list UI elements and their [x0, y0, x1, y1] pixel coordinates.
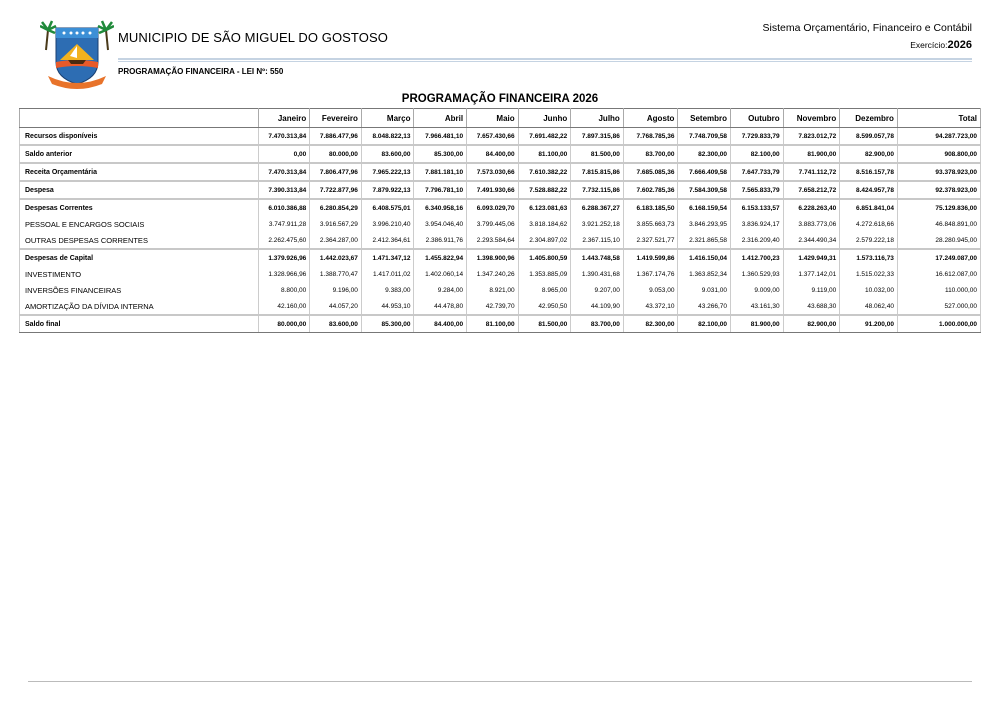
month-value-cell: 6.010.386,88: [258, 199, 310, 216]
month-value-cell: 7.897.315,86: [571, 128, 624, 146]
month-value-cell: 44.953,10: [361, 298, 414, 315]
month-value-cell: 7.768.785,36: [623, 128, 678, 146]
month-value-cell: 2.412.364,61: [361, 232, 414, 249]
row-total-cell: 16.612.087,00: [897, 266, 980, 282]
month-value-cell: 81.500,00: [571, 145, 624, 163]
month-value-cell: 1.419.599,86: [623, 249, 678, 266]
month-value-cell: 7.879.922,13: [361, 181, 414, 199]
month-value-cell: 1.412.700,23: [731, 249, 784, 266]
table-row: [20, 249, 981, 266]
table-row: [20, 163, 981, 181]
month-value-cell: 82.100,00: [678, 315, 731, 333]
month-value-cell: 1.515.022,33: [840, 266, 898, 282]
month-value-cell: 82.100,00: [731, 145, 784, 163]
month-value-cell: 81.500,00: [518, 315, 571, 333]
column-header-label: [20, 109, 259, 128]
row-total-cell: 46.848.891,00: [897, 216, 980, 232]
table-row: [20, 145, 981, 163]
exercise-label: Exercício:: [910, 40, 948, 50]
month-value-cell: 9.196,00: [310, 282, 362, 298]
table-row: [20, 128, 981, 146]
month-value-cell: 4.272.618,66: [840, 216, 898, 232]
header-divider-thin: [118, 61, 972, 62]
table-row: [20, 181, 981, 199]
month-value-cell: 83.600,00: [361, 145, 414, 163]
month-value-cell: 6.340.958,16: [414, 199, 467, 216]
month-value-cell: 2.321.865,58: [678, 232, 731, 249]
month-value-cell: 2.364.287,00: [310, 232, 362, 249]
month-value-cell: 7.658.212,72: [783, 181, 840, 199]
row-total-cell: 908.800,00: [897, 145, 980, 163]
exercise-year-value: 2026: [947, 39, 972, 51]
month-value-cell: 2.579.222,18: [840, 232, 898, 249]
month-value-cell: 7.806.477,96: [310, 163, 362, 181]
month-value-cell: 42.950,50: [518, 298, 571, 315]
column-header: Setembro: [678, 109, 731, 128]
month-value-cell: 84.400,00: [414, 315, 467, 333]
table-row: [20, 266, 981, 282]
municipality-name: MUNICIPIO DE SÃO MIGUEL DO GOSTOSO: [118, 30, 388, 45]
table-row: [20, 232, 981, 249]
column-header: Maio: [467, 109, 519, 128]
month-value-cell: 1.379.926,96: [258, 249, 310, 266]
row-label: INVERSÕES FINANCEIRAS: [20, 282, 259, 298]
column-header: Março: [361, 109, 414, 128]
month-value-cell: 7.685.085,36: [623, 163, 678, 181]
municipal-coat-of-arms-logo: [40, 20, 114, 90]
month-value-cell: 7.565.833,79: [731, 181, 784, 199]
month-value-cell: 7.732.115,86: [571, 181, 624, 199]
month-value-cell: 9.009,00: [731, 282, 784, 298]
month-value-cell: 44.109,90: [571, 298, 624, 315]
column-header: Fevereiro: [310, 109, 362, 128]
month-value-cell: 7.815.815,86: [571, 163, 624, 181]
month-value-cell: 1.353.885,09: [518, 266, 571, 282]
row-label: AMORTIZAÇÃO DA DÍVIDA INTERNA: [20, 298, 259, 315]
month-value-cell: 6.168.159,54: [678, 199, 731, 216]
month-value-cell: 3.855.663,73: [623, 216, 678, 232]
row-label: Despesas Correntes: [20, 199, 259, 216]
table-row: [20, 315, 981, 333]
row-label: OUTRAS DESPESAS CORRENTES: [20, 232, 259, 249]
row-total-cell: 110.000,00: [897, 282, 980, 298]
month-value-cell: 1.367.174,76: [623, 266, 678, 282]
month-value-cell: 7.729.833,79: [731, 128, 784, 146]
row-total-cell: 17.249.087,00: [897, 249, 980, 266]
row-label: Receita Orçamentária: [20, 163, 259, 181]
month-value-cell: 44.057,20: [310, 298, 362, 315]
month-value-cell: 1.390.431,68: [571, 266, 624, 282]
month-value-cell: 3.916.567,29: [310, 216, 362, 232]
month-value-cell: 1.347.240,26: [467, 266, 519, 282]
month-value-cell: 7.722.877,96: [310, 181, 362, 199]
row-label: Despesas de Capital: [20, 249, 259, 266]
month-value-cell: 8.599.057,78: [840, 128, 898, 146]
month-value-cell: 7.657.430,66: [467, 128, 519, 146]
month-value-cell: 1.443.748,58: [571, 249, 624, 266]
month-value-cell: 7.886.477,96: [310, 128, 362, 146]
month-value-cell: 43.372,10: [623, 298, 678, 315]
month-value-cell: 2.293.584,64: [467, 232, 519, 249]
row-total-cell: 94.287.723,00: [897, 128, 980, 146]
column-header: Dezembro: [840, 109, 898, 128]
month-value-cell: 7.528.882,22: [518, 181, 571, 199]
system-name: Sistema Orçamentário, Financeiro e Contábil: [762, 22, 972, 34]
month-value-cell: 3.799.445,06: [467, 216, 519, 232]
row-total-cell: 75.129.836,00: [897, 199, 980, 216]
month-value-cell: 2.386.911,76: [414, 232, 467, 249]
month-value-cell: 81.900,00: [783, 145, 840, 163]
month-value-cell: 3.996.210,40: [361, 216, 414, 232]
month-value-cell: 6.288.367,27: [571, 199, 624, 216]
month-value-cell: 6.123.081,63: [518, 199, 571, 216]
column-header: Outubro: [731, 109, 784, 128]
month-value-cell: 83.700,00: [571, 315, 624, 333]
month-value-cell: 7.602.785,36: [623, 181, 678, 199]
table-header-row: [20, 109, 981, 128]
month-value-cell: 8.048.822,13: [361, 128, 414, 146]
month-value-cell: 3.747.911,28: [258, 216, 310, 232]
month-value-cell: 9.383,00: [361, 282, 414, 298]
month-value-cell: 7.470.313,84: [258, 128, 310, 146]
month-value-cell: 80.000,00: [258, 315, 310, 333]
exercise-year: [910, 39, 972, 51]
row-label: Despesa: [20, 181, 259, 199]
month-value-cell: 7.491.930,66: [467, 181, 519, 199]
month-value-cell: 82.300,00: [623, 315, 678, 333]
month-value-cell: 1.429.949,31: [783, 249, 840, 266]
month-value-cell: 8.516.157,78: [840, 163, 898, 181]
table-row: [20, 199, 981, 216]
financial-programming-table: [19, 108, 981, 333]
row-label: Saldo final: [20, 315, 259, 333]
row-label: Saldo anterior: [20, 145, 259, 163]
month-value-cell: 7.965.222,13: [361, 163, 414, 181]
month-value-cell: 83.600,00: [310, 315, 362, 333]
footer-divider: [28, 681, 972, 682]
month-value-cell: 1.388.770,47: [310, 266, 362, 282]
month-value-cell: 7.748.709,58: [678, 128, 731, 146]
month-value-cell: 1.402.060,14: [414, 266, 467, 282]
month-value-cell: 7.470.313,84: [258, 163, 310, 181]
month-value-cell: 6.183.185,50: [623, 199, 678, 216]
month-value-cell: 7.881.181,10: [414, 163, 467, 181]
month-value-cell: 8.921,00: [467, 282, 519, 298]
column-header: Janeiro: [258, 109, 310, 128]
row-total-cell: 527.000,00: [897, 298, 980, 315]
month-value-cell: 82.300,00: [678, 145, 731, 163]
month-value-cell: 84.400,00: [467, 145, 519, 163]
month-value-cell: 1.377.142,01: [783, 266, 840, 282]
month-value-cell: 2.327.521,77: [623, 232, 678, 249]
month-value-cell: 85.300,00: [361, 315, 414, 333]
month-value-cell: 7.966.481,10: [414, 128, 467, 146]
table-row: [20, 282, 981, 298]
row-total-cell: 28.280.945,00: [897, 232, 980, 249]
month-value-cell: 3.818.184,62: [518, 216, 571, 232]
month-value-cell: 9.031,00: [678, 282, 731, 298]
month-value-cell: 3.954.046,40: [414, 216, 467, 232]
column-header: Total: [897, 109, 980, 128]
month-value-cell: 85.300,00: [414, 145, 467, 163]
column-header: Junho: [518, 109, 571, 128]
month-value-cell: 80.000,00: [310, 145, 362, 163]
month-value-cell: 1.471.347,12: [361, 249, 414, 266]
table-row: [20, 298, 981, 315]
table-row: [20, 216, 981, 232]
row-label: PESSOAL E ENCARGOS SOCIAIS: [20, 216, 259, 232]
month-value-cell: 81.100,00: [518, 145, 571, 163]
month-value-cell: 1.573.116,73: [840, 249, 898, 266]
column-header: Abril: [414, 109, 467, 128]
month-value-cell: 3.883.773,06: [783, 216, 840, 232]
month-value-cell: 43.266,70: [678, 298, 731, 315]
month-value-cell: 2.316.209,40: [731, 232, 784, 249]
month-value-cell: 7.610.382,22: [518, 163, 571, 181]
month-value-cell: 6.280.854,29: [310, 199, 362, 216]
month-value-cell: 2.304.897,02: [518, 232, 571, 249]
month-value-cell: 1.363.852,34: [678, 266, 731, 282]
month-value-cell: 6.851.841,04: [840, 199, 898, 216]
month-value-cell: 42.739,70: [467, 298, 519, 315]
row-total-cell: 93.378.923,00: [897, 163, 980, 181]
row-label: INVESTIMENTO: [20, 266, 259, 282]
month-value-cell: 7.691.482,22: [518, 128, 571, 146]
month-value-cell: 9.053,00: [623, 282, 678, 298]
row-total-cell: 92.378.923,00: [897, 181, 980, 199]
report-subtitle: PROGRAMAÇÃO FINANCEIRA - LEI Nº: 550: [118, 67, 284, 76]
month-value-cell: 0,00: [258, 145, 310, 163]
month-value-cell: 44.478,80: [414, 298, 467, 315]
month-value-cell: 7.584.309,58: [678, 181, 731, 199]
month-value-cell: 48.062,40: [840, 298, 898, 315]
month-value-cell: 7.647.733,79: [731, 163, 784, 181]
table-title: PROGRAMAÇÃO FINANCEIRA 2026: [401, 93, 599, 105]
month-value-cell: 91.200,00: [840, 315, 898, 333]
row-label: Recursos disponíveis: [20, 128, 259, 146]
month-value-cell: 9.119,00: [783, 282, 840, 298]
month-value-cell: 9.284,00: [414, 282, 467, 298]
month-value-cell: 81.100,00: [467, 315, 519, 333]
month-value-cell: 6.408.575,01: [361, 199, 414, 216]
month-value-cell: 6.228.263,40: [783, 199, 840, 216]
column-header: Julho: [571, 109, 624, 128]
month-value-cell: 9.207,00: [571, 282, 624, 298]
month-value-cell: 2.367.115,10: [571, 232, 624, 249]
month-value-cell: 1.417.011,02: [361, 266, 414, 282]
month-value-cell: 1.360.529,93: [731, 266, 784, 282]
row-total-cell: 1.000.000,00: [897, 315, 980, 333]
month-value-cell: 82.900,00: [840, 145, 898, 163]
month-value-cell: 43.688,30: [783, 298, 840, 315]
month-value-cell: 6.153.133,57: [731, 199, 784, 216]
month-value-cell: 7.573.030,66: [467, 163, 519, 181]
month-value-cell: 1.398.900,96: [467, 249, 519, 266]
month-value-cell: 3.921.252,18: [571, 216, 624, 232]
month-value-cell: 1.328.966,96: [258, 266, 310, 282]
column-header: Novembro: [783, 109, 840, 128]
month-value-cell: 2.344.490,34: [783, 232, 840, 249]
month-value-cell: 7.823.012,72: [783, 128, 840, 146]
month-value-cell: 1.416.150,04: [678, 249, 731, 266]
header-divider: [118, 58, 972, 60]
month-value-cell: 1.442.023,67: [310, 249, 362, 266]
month-value-cell: 3.846.293,95: [678, 216, 731, 232]
month-value-cell: 7.741.112,72: [783, 163, 840, 181]
month-value-cell: 82.900,00: [783, 315, 840, 333]
month-value-cell: 7.666.409,58: [678, 163, 731, 181]
month-value-cell: 8.965,00: [518, 282, 571, 298]
month-value-cell: 81.900,00: [731, 315, 784, 333]
month-value-cell: 7.390.313,84: [258, 181, 310, 199]
month-value-cell: 10.032,00: [840, 282, 898, 298]
month-value-cell: 7.796.781,10: [414, 181, 467, 199]
month-value-cell: 83.700,00: [623, 145, 678, 163]
month-value-cell: 6.093.029,70: [467, 199, 519, 216]
month-value-cell: 43.161,30: [731, 298, 784, 315]
month-value-cell: 8.424.957,78: [840, 181, 898, 199]
month-value-cell: 42.160,00: [258, 298, 310, 315]
month-value-cell: 3.836.924,17: [731, 216, 784, 232]
column-header: Agosto: [623, 109, 678, 128]
month-value-cell: 1.405.800,59: [518, 249, 571, 266]
month-value-cell: 2.262.475,60: [258, 232, 310, 249]
month-value-cell: 1.455.822,94: [414, 249, 467, 266]
month-value-cell: 8.800,00: [258, 282, 310, 298]
